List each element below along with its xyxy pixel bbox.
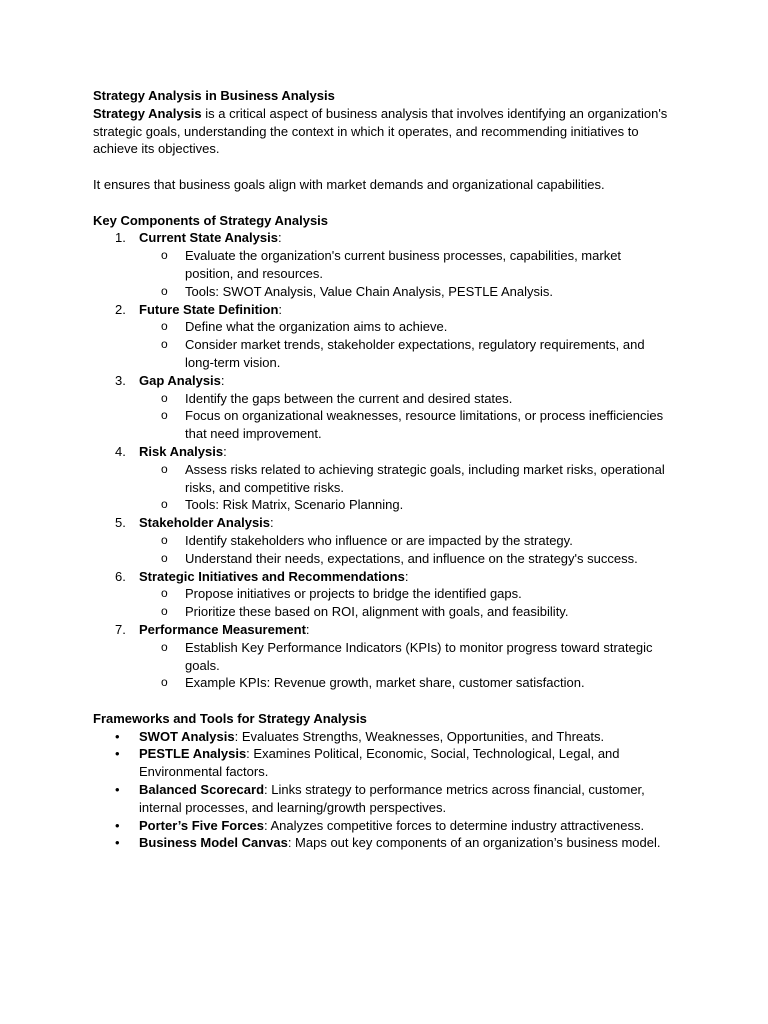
component-suffix: : <box>220 372 225 388</box>
sub-bullet-marker: o <box>161 675 168 690</box>
component-number: 6. <box>115 568 126 584</box>
component-number: 5. <box>115 515 126 531</box>
document-body <box>93 87 673 852</box>
component-point <box>139 639 673 675</box>
framework-name: Porter’s Five Forces <box>139 817 264 833</box>
sub-bullet-marker: o <box>161 586 168 601</box>
bullet-marker: • <box>115 728 120 744</box>
component-points <box>139 639 673 692</box>
component-points <box>139 247 673 300</box>
framework-description: : Maps out key components of an organization’s business model. <box>287 835 661 851</box>
intro-bold-term: Strategy Analysis <box>93 105 202 121</box>
component-item <box>93 514 673 567</box>
sub-bullet-marker: o <box>161 408 168 423</box>
component-point <box>139 603 673 621</box>
component-title: Performance Measurement <box>139 621 306 637</box>
component-number: 4. <box>115 443 126 459</box>
component-number: 7. <box>115 621 126 637</box>
component-points <box>139 585 673 621</box>
bullet-marker: • <box>115 835 120 851</box>
component-point <box>139 336 673 372</box>
framework-description: : Examines Political, Economic, Social, Technological, Legal, and Environmental factors. <box>139 746 620 780</box>
component-point <box>139 461 673 497</box>
component-title: Current State Analysis <box>139 230 278 246</box>
component-suffix: : <box>223 443 227 459</box>
point-text: Establish Key Performance Indicators (KPIs) to monitor progress toward strategic goals. <box>185 639 653 673</box>
component-number: 1. <box>115 230 126 246</box>
sub-bullet-marker: o <box>161 248 168 263</box>
component-point <box>139 532 673 550</box>
framework-item <box>93 781 673 817</box>
point-text: Tools: SWOT Analysis, Value Chain Analysis, PESTLE Analysis. <box>185 283 554 299</box>
component-points <box>139 318 673 371</box>
component-point <box>139 407 673 443</box>
component-item <box>93 443 673 514</box>
point-text: Identify stakeholders who influence or are impacted by the strategy. <box>185 532 573 548</box>
component-number: 3. <box>115 372 126 388</box>
point-text: Focus on organizational weaknesses, resource limitations, or process inefficiencies that need improvement. <box>185 408 664 442</box>
frameworks-heading: Frameworks and Tools for Strategy Analysis <box>93 710 367 726</box>
point-text: Identify the gaps between the current and desired states. <box>185 390 513 406</box>
component-title: Stakeholder Analysis <box>139 515 271 531</box>
component-point <box>139 550 673 568</box>
page-title: Strategy Analysis in Business Analysis <box>93 88 335 103</box>
point-text: Consider market trends, stakeholder expectations, regulatory requirements, and long-term vision. <box>185 337 645 370</box>
components-list <box>93 229 673 692</box>
component-points <box>139 390 673 443</box>
component-points <box>139 461 673 514</box>
bullet-marker: • <box>115 817 120 833</box>
point-text: Assess risks related to achieving strategic goals, including market risks, operational risks, and competitive risks. <box>185 461 665 495</box>
component-item <box>93 372 673 443</box>
point-text: Prioritize these based on ROI, alignment with goals, and feasibility. <box>185 604 569 620</box>
framework-name: Balanced Scorecard <box>139 782 265 798</box>
point-text: Propose initiatives or projects to bridge the identified gaps. <box>185 586 522 602</box>
component-suffix: : <box>278 301 283 317</box>
component-title: Future State Definition <box>139 301 279 317</box>
framework-item <box>93 728 673 746</box>
point-text: Tools: Risk Matrix, Scenario Planning. <box>185 497 404 513</box>
component-title: Risk Analysis <box>139 443 224 459</box>
component-point <box>139 674 673 692</box>
components-heading: Key Components of Strategy Analysis <box>93 212 329 228</box>
sub-bullet-marker: o <box>161 639 168 654</box>
sub-bullet-marker: o <box>161 461 168 476</box>
intro-text: is a critical aspect of business analysis that involves identifying an organization's strategic goals, understanding the context in which it operates, and recommending initiatives to achieve its objectives. <box>93 105 668 157</box>
component-title: Gap Analysis <box>139 372 221 388</box>
component-point <box>139 318 673 336</box>
framework-item <box>93 745 673 781</box>
component-suffix: : <box>270 515 274 531</box>
component-suffix: : <box>305 621 310 637</box>
component-item <box>93 301 673 372</box>
bullet-marker: • <box>115 782 120 798</box>
component-suffix: : <box>404 568 409 584</box>
sub-bullet-marker: o <box>161 283 168 298</box>
framework-description: : Evaluates Strengths, Weaknesses, Opportunities, and Threats. <box>234 728 605 744</box>
sub-bullet-marker: o <box>161 390 168 405</box>
component-title: Strategic Initiatives and Recommendations <box>139 568 405 584</box>
component-suffix: : <box>277 230 282 246</box>
component-point <box>139 390 673 408</box>
component-point <box>139 496 673 514</box>
frameworks-list <box>93 728 673 853</box>
framework-item <box>93 817 673 835</box>
point-text: Evaluate the organization's current business processes, capabilities, market position, and resources. <box>185 248 622 281</box>
component-point <box>139 585 673 603</box>
component-number: 2. <box>115 301 126 317</box>
framework-name: Business Model Canvas <box>139 835 288 851</box>
component-points <box>139 532 673 568</box>
bullet-marker: • <box>115 746 120 762</box>
sub-bullet-marker: o <box>161 550 168 565</box>
point-text: Define what the organization aims to achieve. <box>185 319 448 335</box>
framework-description: : Links strategy to performance metrics across financial, customer, internal processes, and learning/growth perspectives. <box>139 782 645 815</box>
intro-paragraph <box>93 105 673 158</box>
sub-bullet-marker: o <box>161 604 168 619</box>
point-text: Understand their needs, expectations, and influence on the strategy's success. <box>185 550 638 566</box>
component-item <box>93 229 673 300</box>
framework-name: PESTLE Analysis <box>139 746 247 762</box>
sub-bullet-marker: o <box>161 319 168 334</box>
sub-bullet-marker: o <box>161 497 168 512</box>
framework-item <box>93 834 673 852</box>
framework-description: : Analyzes competitive forces to determine industry attractiveness. <box>264 817 645 833</box>
component-item <box>93 621 673 692</box>
component-point <box>139 247 673 283</box>
point-text: Example KPIs: Revenue growth, market share, customer satisfaction. <box>185 675 585 691</box>
sub-bullet-marker: o <box>161 532 168 547</box>
framework-name: SWOT Analysis <box>139 728 235 744</box>
component-point <box>139 283 673 301</box>
intro-second-paragraph: It ensures that business goals align with market demands and organizational capabilities. <box>93 176 605 192</box>
component-item <box>93 568 673 621</box>
sub-bullet-marker: o <box>161 337 168 352</box>
